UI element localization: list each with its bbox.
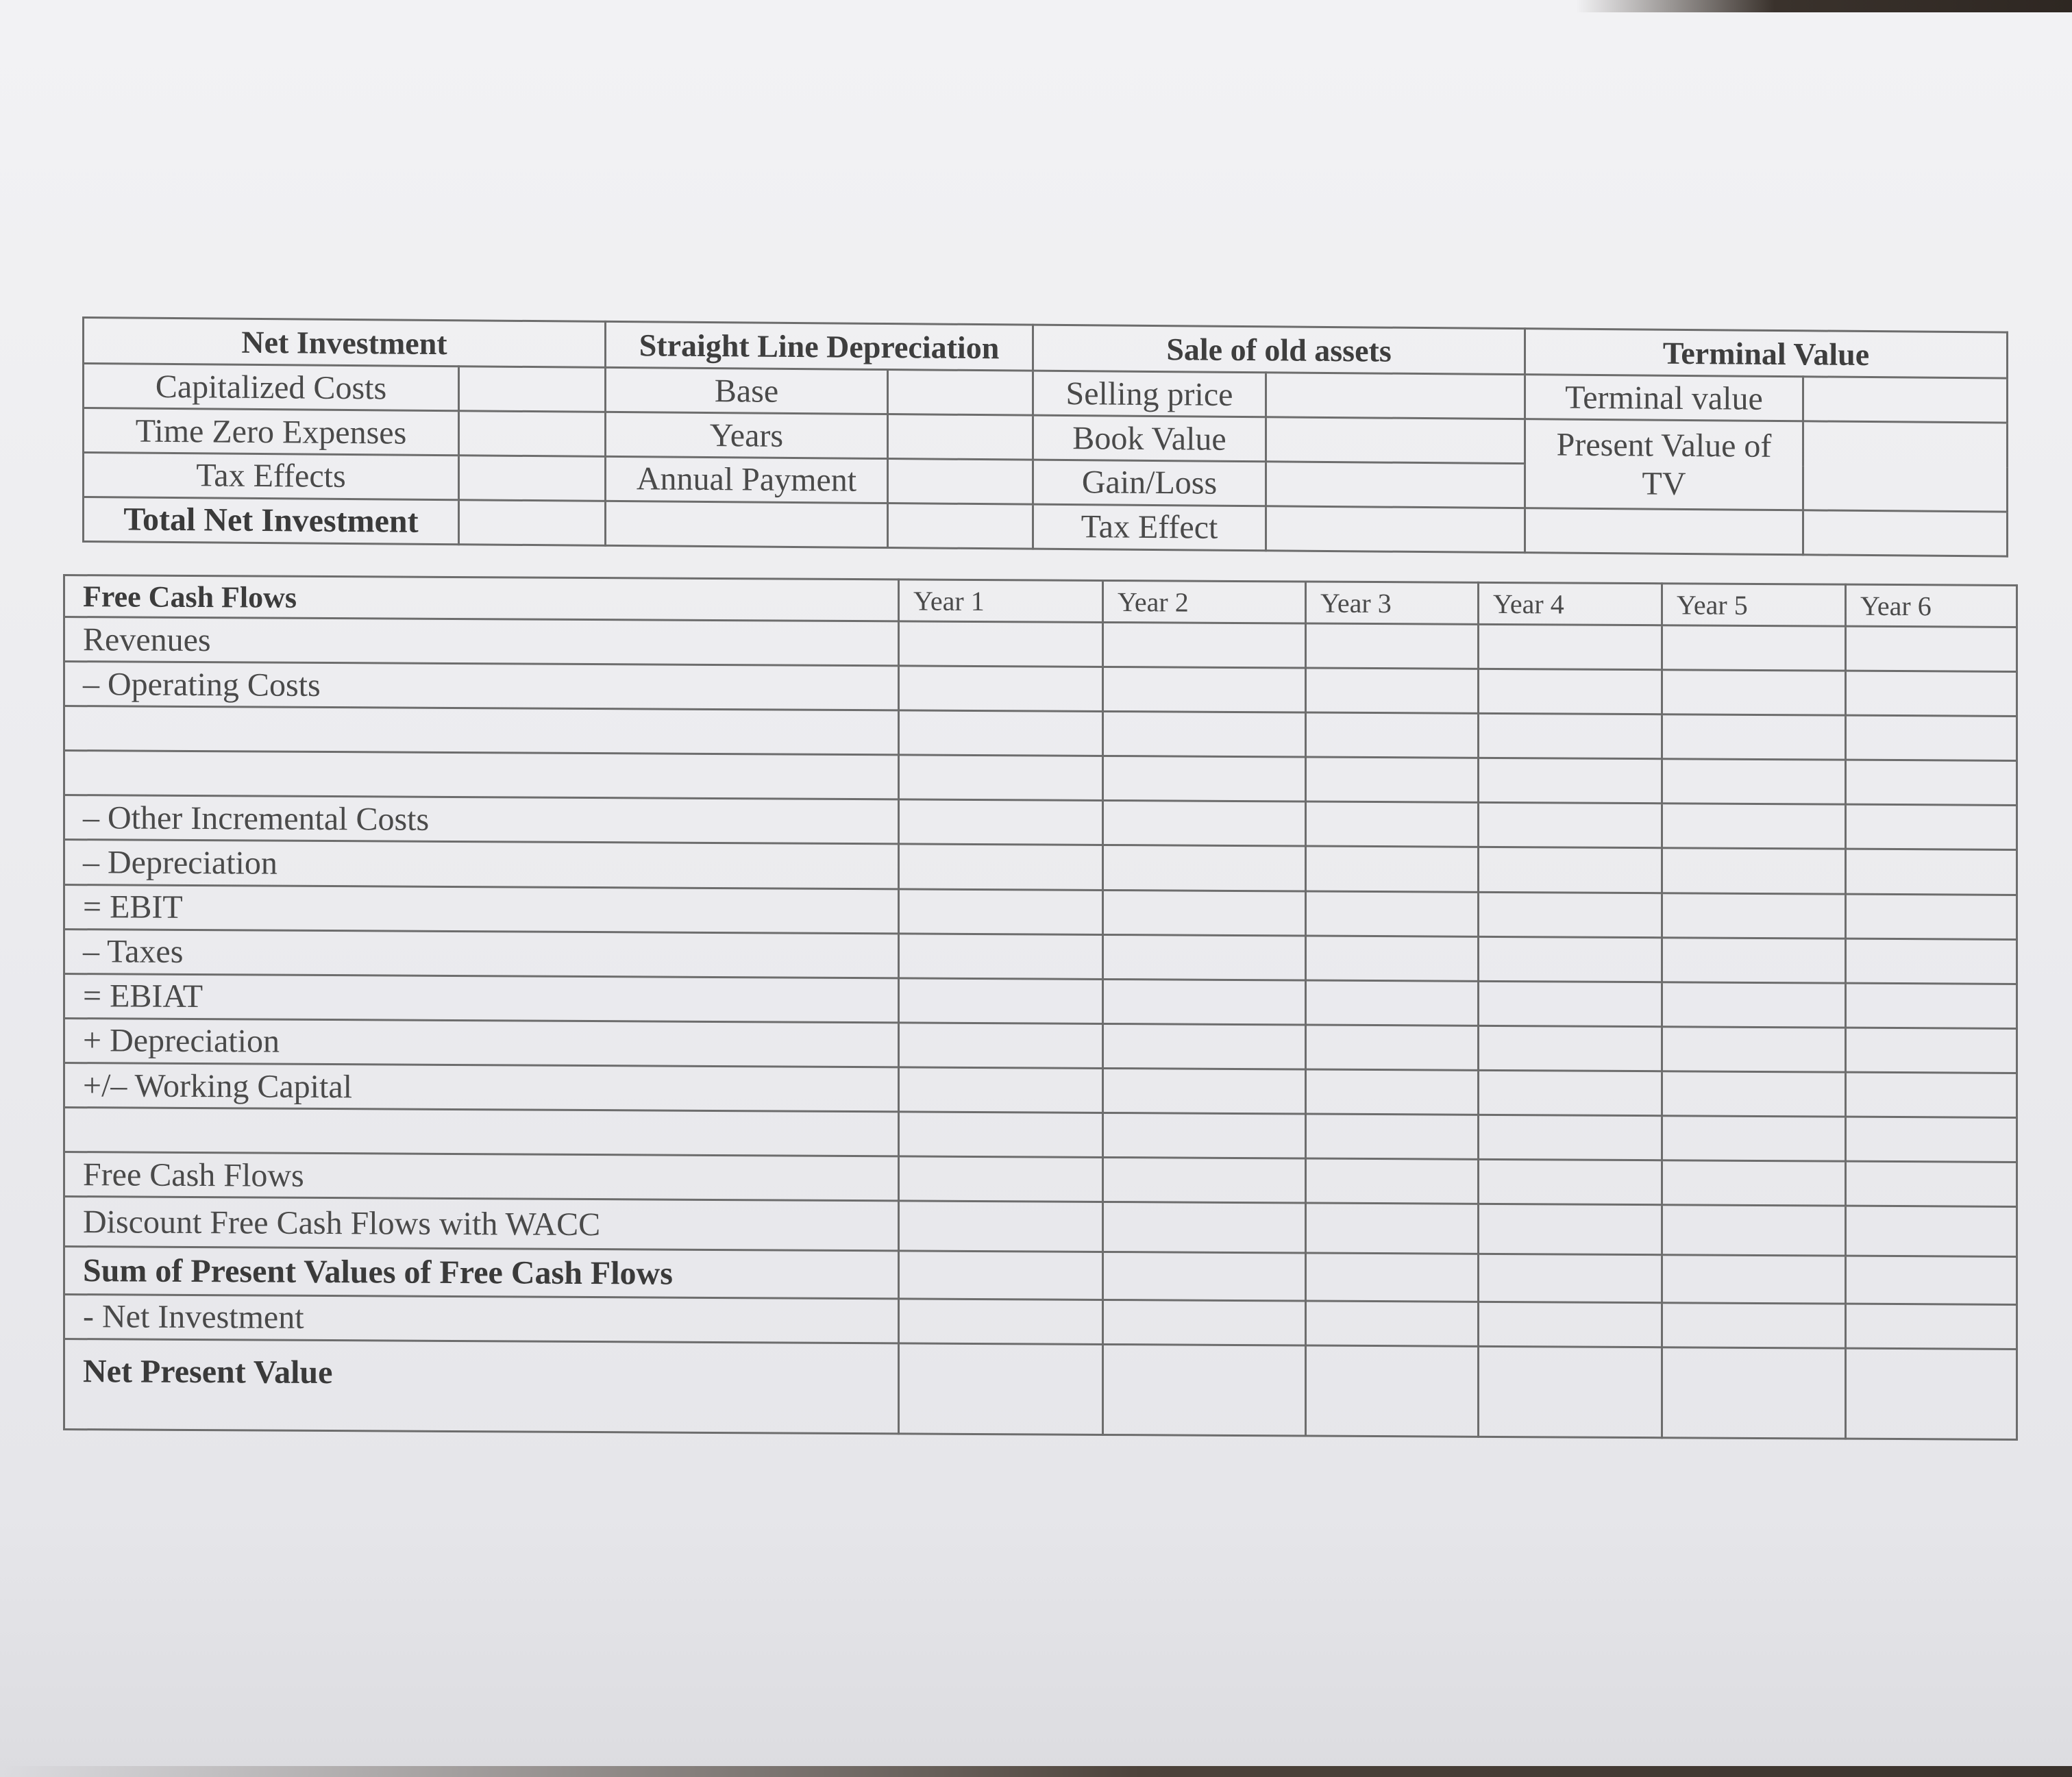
terminal-blank-cell[interactable]	[1803, 510, 2008, 556]
time-zero-expenses-cell[interactable]	[459, 411, 606, 457]
annual-payment-cell[interactable]	[888, 459, 1033, 505]
year-2-header: Year 2	[1103, 580, 1306, 623]
net-investment-header: Net Investment	[84, 318, 606, 368]
data-cell[interactable]	[1662, 1205, 1846, 1256]
data-cell[interactable]	[1479, 803, 1662, 848]
data-cell[interactable]	[1662, 670, 1846, 715]
data-cell[interactable]	[1306, 1069, 1479, 1115]
year-1-header: Year 1	[899, 580, 1103, 623]
data-cell[interactable]	[1103, 1023, 1306, 1069]
data-cell[interactable]	[1306, 936, 1479, 981]
book-value-cell[interactable]	[1266, 417, 1525, 464]
net-present-value-label: Net Present Value	[64, 1339, 899, 1434]
data-cell[interactable]	[1662, 1302, 1846, 1347]
year-4-header: Year 4	[1479, 582, 1662, 625]
year-3-header: Year 3	[1306, 582, 1479, 624]
data-cell[interactable]	[1306, 668, 1479, 713]
capitalized-costs-label: Capitalized Costs	[84, 364, 459, 411]
tax-effect-cell[interactable]	[1266, 506, 1525, 553]
data-cell[interactable]	[1662, 1347, 1846, 1439]
data-cell[interactable]	[1662, 982, 1846, 1027]
data-cell[interactable]	[899, 1156, 1103, 1202]
data-cell[interactable]	[899, 934, 1103, 980]
operating-costs-label: – Operating Costs	[64, 662, 899, 710]
depreciation-header: Straight Line Depreciation	[606, 321, 1033, 371]
selling-price-cell[interactable]	[1266, 373, 1525, 419]
data-cell[interactable]	[1479, 1115, 1662, 1160]
depreciation-blank-cell[interactable]	[888, 503, 1033, 549]
data-cell[interactable]	[1846, 626, 2017, 671]
selling-price-label: Selling price	[1033, 371, 1266, 417]
data-cell[interactable]	[899, 710, 1103, 756]
summary-table	[82, 316, 2006, 558]
data-cell[interactable]	[899, 844, 1103, 890]
tax-effects-label: Tax Effects	[84, 453, 459, 500]
data-cell[interactable]	[1103, 622, 1306, 668]
data-cell[interactable]	[1662, 1255, 1846, 1304]
depreciation-label: – Depreciation	[64, 840, 899, 888]
data-cell[interactable]	[1662, 893, 1846, 938]
data-cell[interactable]	[1846, 983, 2017, 1028]
data-cell[interactable]	[899, 888, 1103, 934]
data-cell[interactable]	[1846, 1206, 2017, 1257]
gain-loss-cell[interactable]	[1266, 462, 1525, 508]
data-cell[interactable]	[899, 755, 1103, 801]
data-cell[interactable]	[1103, 1252, 1306, 1301]
data-cell[interactable]	[1662, 1116, 1846, 1161]
data-cell[interactable]	[1103, 979, 1306, 1025]
base-cell[interactable]	[888, 370, 1033, 416]
data-cell[interactable]	[1479, 758, 1662, 804]
present-value-of-tv-cell[interactable]	[1803, 421, 2008, 512]
data-cell[interactable]	[1479, 892, 1662, 937]
data-cell[interactable]	[1306, 1158, 1479, 1204]
data-cell[interactable]	[1306, 980, 1479, 1026]
data-cell[interactable]	[1103, 934, 1306, 980]
year-5-header: Year 5	[1662, 584, 1846, 626]
data-cell[interactable]	[1662, 937, 1846, 982]
data-cell[interactable]	[1479, 1070, 1662, 1115]
blank-row-label	[64, 751, 899, 799]
base-label: Base	[606, 367, 888, 414]
free-cash-flows-label: Free Cash Flows	[64, 1152, 899, 1201]
data-cell[interactable]	[1846, 939, 2017, 984]
data-cell[interactable]	[1306, 1253, 1479, 1301]
data-cell[interactable]	[1479, 714, 1662, 759]
data-cell[interactable]	[899, 1067, 1103, 1113]
data-cell[interactable]	[1306, 712, 1479, 758]
data-cell[interactable]	[899, 1251, 1103, 1300]
data-cell[interactable]	[1479, 1026, 1662, 1071]
data-cell[interactable]	[1846, 760, 2017, 805]
taxes-label: – Taxes	[64, 929, 899, 978]
revenues-label: Revenues	[64, 617, 899, 666]
data-cell[interactable]	[1479, 1159, 1662, 1204]
add-depreciation-label: + Depreciation	[64, 1018, 899, 1067]
data-cell[interactable]	[1103, 1113, 1306, 1158]
data-cell[interactable]	[1479, 847, 1662, 893]
data-cell[interactable]	[1479, 1346, 1662, 1438]
ebit-label: = EBIT	[64, 884, 899, 933]
data-cell[interactable]	[1306, 1114, 1479, 1159]
book-value-label: Book Value	[1033, 415, 1266, 462]
data-cell[interactable]	[1662, 1027, 1846, 1072]
data-cell[interactable]	[1846, 1117, 2017, 1162]
data-cell[interactable]	[1103, 1202, 1306, 1254]
net-investment-deduction-label: - Net Investment	[64, 1294, 899, 1343]
data-cell[interactable]	[899, 1298, 1103, 1344]
data-cell[interactable]	[1846, 1161, 2017, 1206]
year-6-header: Year 6	[1846, 584, 2017, 627]
data-cell[interactable]	[1846, 805, 2017, 850]
tax-effect-label: Tax Effect	[1033, 504, 1266, 551]
data-cell[interactable]	[1306, 757, 1479, 802]
data-cell[interactable]	[1103, 667, 1306, 713]
data-cell[interactable]	[1103, 712, 1306, 758]
tax-effects-cell[interactable]	[459, 456, 606, 501]
data-cell[interactable]	[1306, 1203, 1479, 1254]
data-cell[interactable]	[1479, 1204, 1662, 1256]
data-cell[interactable]	[1306, 891, 1479, 936]
data-cell[interactable]	[1662, 848, 1846, 893]
data-cell[interactable]	[1662, 1160, 1846, 1206]
data-cell[interactable]	[1846, 894, 2017, 939]
sum-of-present-values-label: Sum of Present Values of Free Cash Flows	[64, 1247, 899, 1299]
present-value-of-tv-label: Present Value of TV	[1525, 419, 1803, 510]
total-net-investment-cell[interactable]	[459, 500, 606, 546]
data-cell[interactable]	[899, 1343, 1103, 1435]
data-cell[interactable]	[1846, 1304, 2017, 1349]
data-cell[interactable]	[899, 1112, 1103, 1158]
data-cell[interactable]	[1479, 981, 1662, 1026]
data-cell[interactable]	[1479, 669, 1662, 714]
data-cell[interactable]	[899, 1201, 1103, 1252]
gain-loss-label: Gain/Loss	[1033, 460, 1266, 506]
data-cell[interactable]	[1103, 1068, 1306, 1114]
years-label: Years	[606, 412, 888, 458]
free-cash-flows-header: Free Cash Flows	[64, 575, 899, 621]
other-incremental-costs-label: – Other Incremental Costs	[64, 795, 899, 844]
data-cell[interactable]	[1306, 623, 1479, 669]
data-cell[interactable]	[1103, 801, 1306, 847]
data-cell[interactable]	[1846, 1072, 2017, 1117]
data-cell[interactable]	[1846, 1028, 2017, 1073]
blank-row-label	[64, 1108, 899, 1156]
data-cell[interactable]	[1846, 849, 2017, 895]
time-zero-expenses-label: Time Zero Expenses	[84, 408, 459, 456]
data-cell[interactable]	[1306, 1025, 1479, 1070]
data-cell[interactable]	[1662, 625, 1846, 671]
data-cell[interactable]	[1479, 936, 1662, 982]
terminal-blank-label	[1525, 508, 1803, 555]
data-cell[interactable]	[1103, 890, 1306, 936]
capitalized-costs-cell[interactable]	[459, 366, 606, 412]
data-cell[interactable]	[1662, 714, 1846, 760]
terminal-value-label: Terminal value	[1525, 375, 1803, 421]
data-cell[interactable]	[1662, 759, 1846, 804]
data-cell[interactable]	[1479, 624, 1662, 669]
data-cell[interactable]	[899, 978, 1103, 1024]
data-cell[interactable]	[1306, 846, 1479, 891]
data-cell[interactable]	[1846, 1256, 2017, 1304]
free-cash-flows-table	[63, 574, 2016, 1441]
data-cell[interactable]	[1662, 804, 1846, 849]
terminal-value-cell[interactable]	[1803, 377, 2008, 423]
annual-payment-label: Annual Payment	[606, 456, 888, 503]
data-cell[interactable]	[1479, 1254, 1662, 1303]
data-cell[interactable]	[1479, 1302, 1662, 1347]
table-row	[64, 1339, 2017, 1439]
years-cell[interactable]	[888, 414, 1033, 460]
data-cell[interactable]	[1662, 1071, 1846, 1117]
data-cell[interactable]	[1103, 1158, 1306, 1204]
working-capital-label: +/– Working Capital	[64, 1063, 899, 1111]
data-cell[interactable]	[899, 621, 1103, 667]
data-cell[interactable]	[1306, 1301, 1479, 1346]
data-cell[interactable]	[1103, 1300, 1306, 1345]
sale-of-old-assets-header: Sale of old assets	[1033, 325, 1525, 375]
discount-free-cash-flows-label: Discount Free Cash Flows with WACC	[64, 1197, 899, 1252]
terminal-value-header: Terminal Value	[1525, 329, 2008, 378]
data-cell[interactable]	[1103, 756, 1306, 802]
data-cell[interactable]	[1846, 1348, 2017, 1440]
data-cell[interactable]	[1103, 845, 1306, 891]
data-cell[interactable]	[899, 666, 1103, 712]
ebiat-label: = EBIAT	[64, 973, 899, 1022]
depreciation-blank-label	[606, 501, 888, 547]
data-cell[interactable]	[899, 799, 1103, 845]
total-net-investment-label: Total Net Investment	[84, 497, 459, 544]
blank-row-label	[64, 706, 899, 755]
data-cell[interactable]	[1306, 1345, 1479, 1437]
data-cell[interactable]	[1306, 801, 1479, 847]
data-cell[interactable]	[1846, 671, 2017, 716]
data-cell[interactable]	[1103, 1344, 1306, 1436]
data-cell[interactable]	[899, 1023, 1103, 1069]
data-cell[interactable]	[1846, 715, 2017, 760]
